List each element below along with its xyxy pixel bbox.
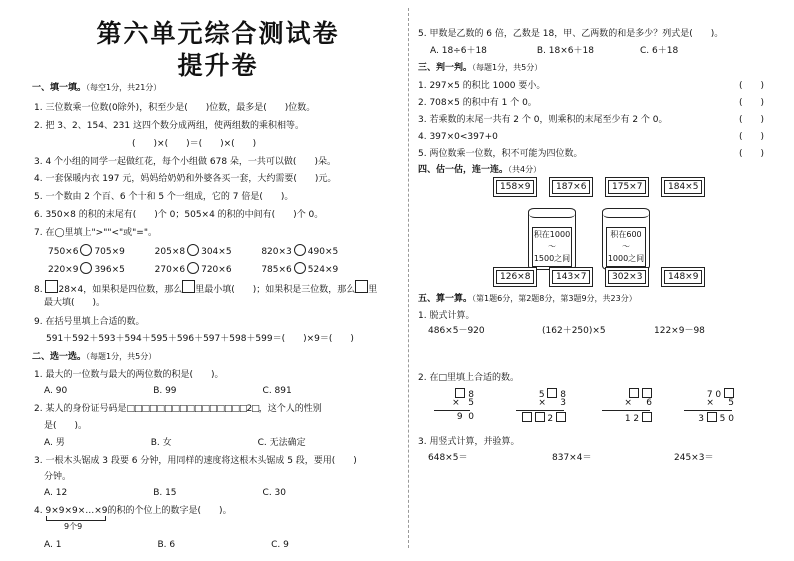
judge-item bbox=[418, 97, 768, 109]
puzzle-2: 5 8 × 3 2 bbox=[512, 388, 572, 428]
option-c[interactable]: C. 9 bbox=[271, 540, 289, 550]
expr: 524×9 bbox=[307, 265, 339, 275]
section-fill-note: （每空1分，共21分） bbox=[86, 83, 162, 92]
section-calc-heading bbox=[418, 293, 637, 305]
column-divider bbox=[408, 8, 409, 548]
option-c[interactable]: C. 6＋18 bbox=[639, 46, 679, 56]
answer-box[interactable] bbox=[547, 388, 557, 398]
answer-box[interactable] bbox=[707, 412, 717, 422]
judge-answer[interactable]: ( ) bbox=[738, 132, 764, 142]
puzzle-4: 7 0 × 5 3 5 0 bbox=[680, 388, 740, 428]
judge-text: 3. 若乘数的末尾一共有 2 个 0，则乘积的末尾至少有 2 个 0。 bbox=[418, 115, 668, 125]
judge-text: 4. 397×0<397+0 bbox=[418, 132, 498, 142]
q8-text: 28×4，如果积是四位数，那么 bbox=[58, 285, 183, 295]
rule-line bbox=[602, 410, 650, 411]
left-column bbox=[32, 0, 404, 561]
q7-row2 bbox=[48, 262, 338, 276]
expr: 820×3 bbox=[261, 247, 292, 257]
expr-card[interactable]: 143×7 bbox=[552, 270, 590, 284]
section-judge-title: 三、判一判。 bbox=[418, 63, 473, 73]
q5: 5. 一个数由 2 个百、6 个十和 5 个一组成，它的 7 倍是( )。 bbox=[34, 192, 294, 202]
judge-item bbox=[418, 80, 768, 92]
puzzle-3: × 6 1 2 bbox=[598, 388, 658, 428]
a3-expr: 837×4＝ bbox=[552, 453, 592, 463]
judge-answer[interactable]: ( ) bbox=[738, 115, 764, 125]
option-c[interactable]: C. 891 bbox=[262, 386, 292, 396]
answer-box[interactable] bbox=[522, 412, 532, 422]
judge-text: 2. 708×5 的积中有 1 个 0。 bbox=[418, 98, 537, 108]
q3: 3. 4 个小组的同学一起做红花，每个小组做 678 朵，一共可以做( )朵。 bbox=[34, 157, 336, 167]
q8 bbox=[34, 280, 377, 296]
compare-circle[interactable] bbox=[294, 262, 306, 274]
puzzle-1: 8 × 5 9 0 bbox=[430, 388, 480, 428]
expr: 205×8 bbox=[154, 247, 186, 257]
judge-answer[interactable]: ( ) bbox=[738, 98, 764, 108]
q6: 6. 350×8 的积的末尾有( )个 0；505×4 的积的中间有( )个 0。 bbox=[34, 210, 324, 220]
q1: 1. 三位数乘一位数(0除外)，积至少是( )位数，最多是( )位数。 bbox=[34, 103, 316, 113]
rule-line bbox=[684, 410, 732, 411]
expr-card[interactable]: 302×3 bbox=[608, 270, 646, 284]
q2: 2. 把 3、2、154、231 这四个数分成两组，使两组数的乘积相等。 bbox=[34, 121, 304, 131]
q8-text3: 里 bbox=[368, 285, 378, 295]
compare-circle[interactable] bbox=[80, 244, 92, 256]
right-column bbox=[418, 0, 768, 561]
answer-box[interactable] bbox=[556, 412, 566, 422]
q9: 9. 在括号里填上合适的数。 bbox=[34, 317, 145, 327]
expr-card[interactable]: 126×8 bbox=[496, 270, 534, 284]
bucket-label-line1: 积在600～ bbox=[610, 230, 642, 251]
q8-cont: 最大填( )。 bbox=[44, 298, 106, 308]
bucket-label-line2: 1000之间 bbox=[607, 254, 645, 263]
range-bucket-600-1000[interactable] bbox=[602, 208, 650, 270]
rule-line bbox=[516, 410, 564, 411]
section-judge-heading bbox=[418, 62, 542, 74]
judge-item bbox=[418, 114, 768, 126]
answer-box[interactable] bbox=[724, 388, 734, 398]
a3-expr: 245×3＝ bbox=[674, 453, 714, 463]
option-c[interactable]: C. 无法确定 bbox=[257, 438, 306, 448]
section-estimate-heading bbox=[418, 164, 541, 176]
r5: 5. 甲数是乙数的 6 倍，乙数是 18，甲、乙两数的和是多少？列式是( )。 bbox=[418, 29, 724, 39]
answer-box[interactable] bbox=[642, 412, 652, 422]
c1: 1. 最大的一位数与最大的两位数的积是( )。 bbox=[34, 370, 224, 380]
section-choice-title: 二、选一选。 bbox=[32, 352, 87, 362]
section-calc-note: （第1题6分，第2题8分，第3题9分，共23分） bbox=[472, 294, 637, 303]
bucket-label bbox=[532, 227, 572, 267]
c4-text: 的积的个位上的数字是( )。 bbox=[107, 506, 232, 516]
answer-box[interactable] bbox=[355, 280, 368, 293]
expr: 304×5 bbox=[201, 247, 232, 257]
q8-text2: 里最小填( )；如果积是三位数，那么 bbox=[195, 285, 356, 295]
expr-card[interactable]: 184×5 bbox=[664, 180, 702, 194]
expr: 270×6 bbox=[154, 265, 186, 275]
c2-text2: ，这个人的性别 bbox=[258, 404, 322, 414]
expr: 720×6 bbox=[201, 265, 232, 275]
q7-row1 bbox=[48, 244, 338, 258]
a2: 2. 在□里填上合适的数。 bbox=[418, 373, 519, 383]
answer-box[interactable] bbox=[642, 388, 652, 398]
expr-card[interactable]: 158×9 bbox=[496, 180, 534, 194]
option-c[interactable]: C. 30 bbox=[262, 488, 287, 498]
range-bucket-1000-1500[interactable] bbox=[528, 208, 576, 270]
c3-cont: 分钟。 bbox=[44, 472, 72, 482]
c2 bbox=[34, 403, 322, 415]
option-b[interactable]: B. 6 bbox=[157, 540, 176, 550]
a1-expr: (162＋250)×5 bbox=[542, 326, 606, 336]
section-choice-note: （每题1分，共5分） bbox=[86, 352, 157, 361]
c4-underbrace-label: 9个9 bbox=[64, 522, 83, 531]
c1-options bbox=[44, 385, 292, 397]
expr: 220×9 bbox=[48, 265, 79, 275]
judge-text: 1. 297×5 的积比 1000 要小。 bbox=[418, 81, 546, 91]
a3: 3. 用竖式计算，并验算。 bbox=[418, 437, 520, 447]
c4-options bbox=[44, 539, 289, 551]
q2-blank: ( )×( )＝( )×( ) bbox=[132, 139, 257, 149]
r5-options bbox=[430, 45, 678, 57]
expr-card[interactable]: 175×7 bbox=[608, 180, 646, 194]
judge-text: 5. 两位数乘一位数，积不可能为四位数。 bbox=[418, 149, 583, 159]
bucket-rim bbox=[529, 209, 575, 218]
c2-options bbox=[44, 437, 306, 449]
judge-answer[interactable]: ( ) bbox=[738, 81, 764, 91]
c4-expr: 9×9×9×…×9 bbox=[45, 506, 108, 516]
compare-circle[interactable] bbox=[80, 262, 92, 274]
c3: 3. 一根木头锯成 3 段要 6 分钟，用同样的速度将这根木头锯成 5 段，要用( ) bbox=[34, 456, 357, 466]
section-judge-note: （每题1分，共5分） bbox=[472, 63, 543, 72]
q8-num: 8. bbox=[34, 285, 43, 295]
section-calc-title: 五、算一算。 bbox=[418, 294, 473, 304]
judge-item bbox=[418, 131, 768, 143]
id-number-boxes: □□□□□□□□□□□□□□□□2□ bbox=[126, 404, 259, 414]
answer-box[interactable] bbox=[535, 412, 545, 422]
answer-box[interactable] bbox=[45, 280, 58, 293]
option-b[interactable]: B. 15 bbox=[153, 488, 177, 498]
option-a[interactable]: A. 12 bbox=[44, 488, 68, 498]
a1: 1. 脱式计算。 bbox=[418, 311, 475, 321]
expr-card[interactable]: 148×9 bbox=[664, 270, 702, 284]
option-a[interactable]: A. 90 bbox=[44, 386, 68, 396]
c3-options bbox=[44, 487, 286, 499]
judge-item bbox=[418, 148, 768, 160]
judge-answer[interactable]: ( ) bbox=[738, 149, 764, 159]
section-fill-title: 一、填一填。 bbox=[32, 83, 87, 93]
bucket-rim bbox=[603, 209, 649, 218]
a1-expr: 122×9－98 bbox=[654, 326, 705, 336]
expr-card[interactable]: 187×6 bbox=[552, 180, 590, 194]
answer-box[interactable] bbox=[455, 388, 465, 398]
option-b[interactable]: B. 女 bbox=[150, 438, 172, 448]
a3-expr: 648×5＝ bbox=[428, 453, 468, 463]
expr: 750×6 bbox=[48, 247, 79, 257]
c4-num: 4. bbox=[34, 506, 43, 516]
section-choice-heading bbox=[32, 351, 156, 363]
answer-box[interactable] bbox=[182, 280, 195, 293]
bucket-label bbox=[606, 227, 646, 267]
bucket-label-line2: 1500之间 bbox=[533, 254, 571, 263]
option-b[interactable]: B. 99 bbox=[153, 386, 177, 396]
option-a[interactable]: A. 1 bbox=[44, 540, 62, 550]
option-a[interactable]: A. 18÷6＋18 bbox=[430, 46, 487, 56]
q4: 4. 一套保暖内衣 197 元，妈妈给奶奶和外婆各买一套，大约需要( )元。 bbox=[34, 174, 337, 184]
expr: 490×5 bbox=[307, 247, 339, 257]
answer-box[interactable] bbox=[629, 388, 639, 398]
title-line1: 第六单元综合测试卷 bbox=[96, 19, 340, 48]
section-estimate-title: 四、估一估，连一连。 bbox=[418, 165, 509, 175]
rule-line bbox=[434, 410, 470, 411]
option-a[interactable]: A. 男 bbox=[44, 438, 65, 448]
c2-text: 2. 某人的身份证号码是 bbox=[34, 404, 127, 414]
bucket-label-line1: 积在1000～ bbox=[533, 230, 571, 251]
a1-expr: 486×5－920 bbox=[428, 326, 485, 336]
expr: 705×9 bbox=[94, 247, 125, 257]
section-estimate-note: （共4分） bbox=[508, 165, 542, 174]
q9-expr: 591＋592＋593＋594＋595＋596＋597＋598＋599＝( )×9＝( ) bbox=[46, 334, 354, 344]
compare-circle[interactable] bbox=[187, 244, 199, 256]
compare-circle[interactable] bbox=[187, 262, 199, 274]
c2-cont: 是( )。 bbox=[44, 421, 88, 431]
q7: 7. 在◯里填上">""<"或"="。 bbox=[34, 228, 157, 238]
section-fill-heading bbox=[32, 82, 161, 94]
expr: 396×5 bbox=[94, 265, 125, 275]
compare-circle[interactable] bbox=[294, 244, 306, 256]
expr: 785×6 bbox=[261, 265, 292, 275]
title-line2: 提升卷 bbox=[177, 51, 259, 80]
option-b[interactable]: B. 18×6＋18 bbox=[536, 46, 594, 56]
